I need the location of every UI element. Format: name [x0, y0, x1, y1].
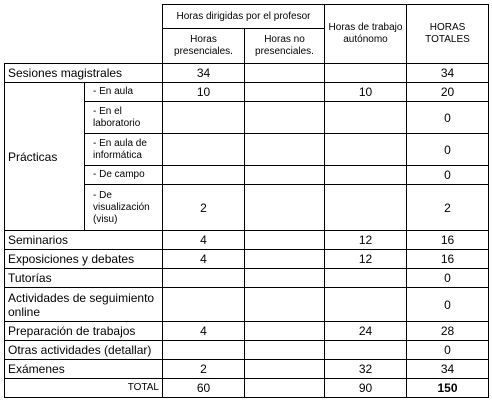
- cell-autonomous: 10: [325, 83, 407, 102]
- cell-autonomous: [325, 64, 407, 83]
- cell-autonomous: [325, 134, 407, 166]
- row-sublabel: - De campo: [85, 166, 163, 185]
- header-not-in-person-hours: Horas no presenciales.: [245, 29, 325, 64]
- cell-not-in-person: [245, 288, 325, 322]
- cell-total: 0: [407, 341, 489, 360]
- header-total-hours: HORAS TOTALES: [407, 5, 489, 64]
- row-label: Sesiones magistrales: [5, 64, 163, 83]
- cell-autonomous: 12: [325, 231, 407, 250]
- cell-not-in-person: [245, 64, 325, 83]
- cell-in-person: [163, 134, 245, 166]
- cell-in-person: [163, 288, 245, 322]
- cell-autonomous: [325, 102, 407, 134]
- cell-in-person: [163, 341, 245, 360]
- hours-distribution-table: [4, 4, 489, 398]
- row-label: Preparación de trabajos: [5, 322, 163, 341]
- table-row: [5, 231, 489, 250]
- cell-in-person: [163, 102, 245, 134]
- cell-not-in-person: [245, 166, 325, 185]
- row-label: Exámenes: [5, 360, 163, 379]
- total-grand: 150: [407, 379, 489, 398]
- cell-autonomous: [325, 269, 407, 288]
- cell-not-in-person: [245, 134, 325, 166]
- cell-in-person: 2: [163, 185, 245, 231]
- total-in-person: 60: [163, 379, 245, 398]
- row-sublabel: - En el laboratorio: [85, 102, 163, 134]
- cell-not-in-person: [245, 83, 325, 102]
- cell-not-in-person: [245, 250, 325, 269]
- cell-in-person: [163, 269, 245, 288]
- cell-total: 0: [407, 102, 489, 134]
- row-label: Tutorías: [5, 269, 163, 288]
- header-row-1: [5, 5, 489, 29]
- row-sublabel: - En aula: [85, 83, 163, 102]
- table-row: [5, 250, 489, 269]
- table-row: [5, 288, 489, 322]
- cell-in-person: [163, 166, 245, 185]
- cell-not-in-person: [245, 341, 325, 360]
- cell-autonomous: 12: [325, 250, 407, 269]
- cell-autonomous: [325, 341, 407, 360]
- cell-total: 28: [407, 322, 489, 341]
- table-row: [5, 322, 489, 341]
- cell-autonomous: 24: [325, 322, 407, 341]
- cell-in-person: 10: [163, 83, 245, 102]
- cell-not-in-person: [245, 360, 325, 379]
- cell-total: 0: [407, 288, 489, 322]
- cell-not-in-person: [245, 185, 325, 231]
- cell-autonomous: [325, 288, 407, 322]
- cell-total: 0: [407, 166, 489, 185]
- cell-not-in-person: [245, 231, 325, 250]
- cell-total: 0: [407, 269, 489, 288]
- table-row: [5, 64, 489, 83]
- cell-total: 34: [407, 64, 489, 83]
- hours-table-container: [4, 4, 489, 398]
- header-autonomous-hours: Horas de trabajo autónomo: [325, 5, 407, 64]
- total-row: [5, 379, 489, 398]
- table-row: [5, 269, 489, 288]
- table-row: [5, 83, 489, 102]
- cell-total: 16: [407, 231, 489, 250]
- header-in-person-hours: Horas presenciales.: [163, 29, 245, 64]
- cell-not-in-person: [245, 269, 325, 288]
- row-sublabel: - De visualización (visu): [85, 185, 163, 231]
- row-label: Seminarios: [5, 231, 163, 250]
- cell-in-person: 4: [163, 231, 245, 250]
- total-autonomous: 90: [325, 379, 407, 398]
- row-sublabel: - En aula de informática: [85, 134, 163, 166]
- cell-autonomous: 32: [325, 360, 407, 379]
- cell-in-person: 34: [163, 64, 245, 83]
- cell-in-person: 4: [163, 250, 245, 269]
- cell-not-in-person: [245, 322, 325, 341]
- row-label: Exposiciones y debates: [5, 250, 163, 269]
- cell-total: 16: [407, 250, 489, 269]
- row-label: Actividades de seguimiento online: [5, 288, 163, 322]
- cell-total: 0: [407, 134, 489, 166]
- cell-total: 20: [407, 83, 489, 102]
- total-not-in-person: [245, 379, 325, 398]
- practicas-label: Prácticas: [5, 83, 85, 231]
- cell-autonomous: [325, 185, 407, 231]
- total-label: TOTAL: [5, 379, 163, 398]
- cell-in-person: 2: [163, 360, 245, 379]
- cell-not-in-person: [245, 102, 325, 134]
- cell-total: 34: [407, 360, 489, 379]
- header-directed-hours: Horas dirigidas por el profesor: [163, 5, 325, 29]
- row-label: Otras actividades (detallar): [5, 341, 163, 360]
- header-empty-corner: [5, 5, 163, 64]
- table-row: [5, 341, 489, 360]
- cell-total: 2: [407, 185, 489, 231]
- cell-autonomous: [325, 166, 407, 185]
- cell-in-person: 4: [163, 322, 245, 341]
- table-row: [5, 360, 489, 379]
